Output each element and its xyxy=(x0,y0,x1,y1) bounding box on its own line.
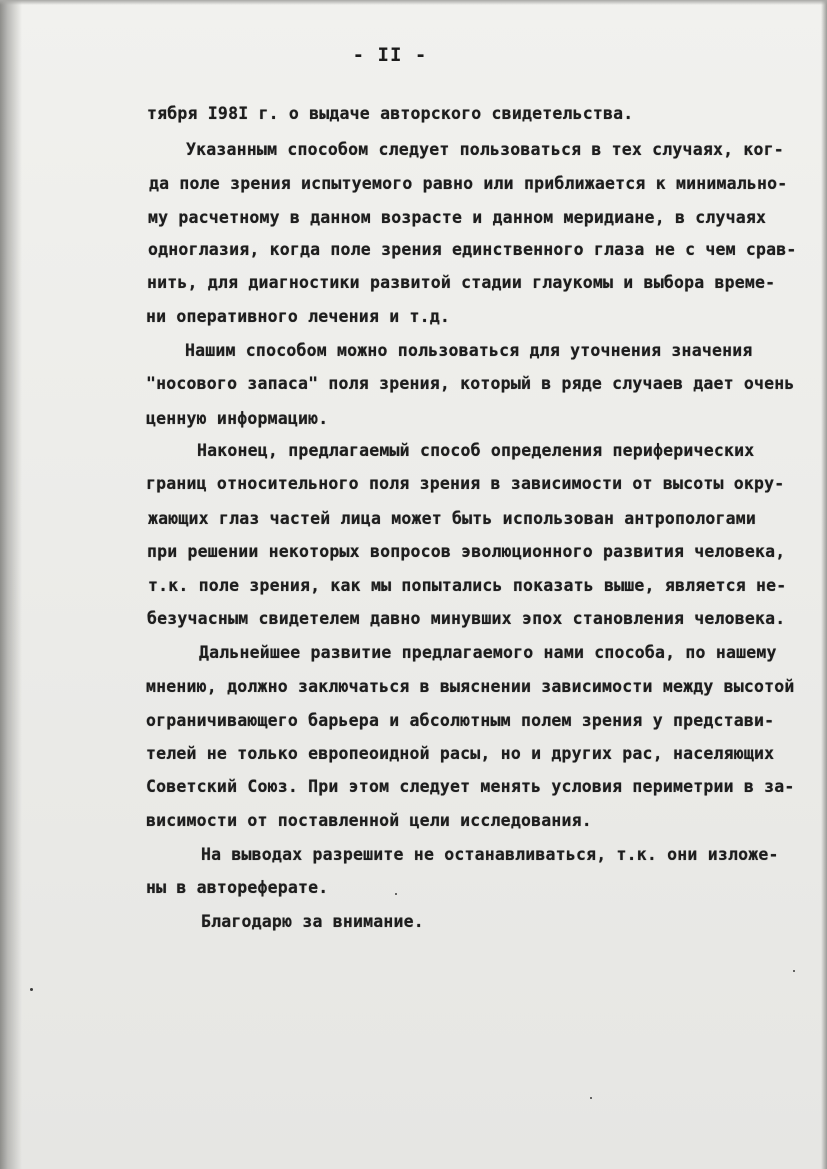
text-line: ни оперативного лечения и т.д. xyxy=(146,307,451,326)
text-line: Благодарю за внимание. xyxy=(201,912,424,931)
text-line: "носового запаса" поля зрения, который в ряде случаев дает очень xyxy=(146,374,795,393)
text-line: мнению, должно заключаться в выяснении зависимости между высотой xyxy=(146,677,795,696)
scan-speck xyxy=(30,988,33,991)
scan-speck xyxy=(395,893,397,895)
text-line: тября I98I г. о выдаче авторского свидетельства. xyxy=(147,104,634,123)
text-line: т.к. поле зрения, как мы попытались показать выше, является не- xyxy=(148,576,787,595)
text-line: телей не только европеоидной расы, но и других рас, населяющих xyxy=(146,744,775,763)
scan-speck xyxy=(590,1097,592,1099)
text-line: да поле зрения испытуемого равно или приближается к минимально- xyxy=(149,174,788,193)
text-line: му расчетному в данном возрасте и данном меридиане, в случаях xyxy=(148,208,767,227)
text-line: Наконец, предлагаемый способ определения периферических xyxy=(197,441,755,460)
text-line: безучасным свидетелем давно минувших эпох становления человека. xyxy=(147,609,786,628)
text-line: ограничивающего барьера и абсолютным полем зрения у представи- xyxy=(146,711,775,730)
text-line: Дальнейшее развитие предлагаемого нами способа, по нашему xyxy=(199,643,777,662)
scan-edge-right xyxy=(821,0,827,1169)
text-line: одноглазия, когда поле зрения единственного глаза не с чем срав- xyxy=(148,240,797,259)
text-line: границ относительного поля зрения в зависимости от высоты окру- xyxy=(146,474,785,493)
text-line: Указанным способом следует пользоваться в тех случаях, ког- xyxy=(186,140,784,159)
text-line: ны в автореферате. xyxy=(146,878,329,897)
page-number: - II - xyxy=(352,44,428,66)
text-line: ценную информацию. xyxy=(146,409,329,428)
scan-edge-left xyxy=(0,0,22,1169)
scan-speck xyxy=(793,970,795,972)
text-line: жающих глаз частей лица может быть использован антропологами xyxy=(148,509,757,528)
text-line: На выводах разрешите не останавливаться, т.к. они изложе- xyxy=(201,845,779,864)
text-line: висимости от поставленной цели исследования. xyxy=(146,811,592,830)
text-line: при решении некоторых вопросов эволюционного развития человека, xyxy=(147,542,786,561)
text-line: Советский Союз. При этом следует менять условия периметрии в за- xyxy=(146,777,795,796)
scan-edge-top xyxy=(0,0,827,5)
text-line: Нашим способом можно пользоваться для уточнения значения xyxy=(185,341,753,360)
text-line: нить, для диагностики развитой стадии глаукомы и выбора време- xyxy=(147,273,776,292)
